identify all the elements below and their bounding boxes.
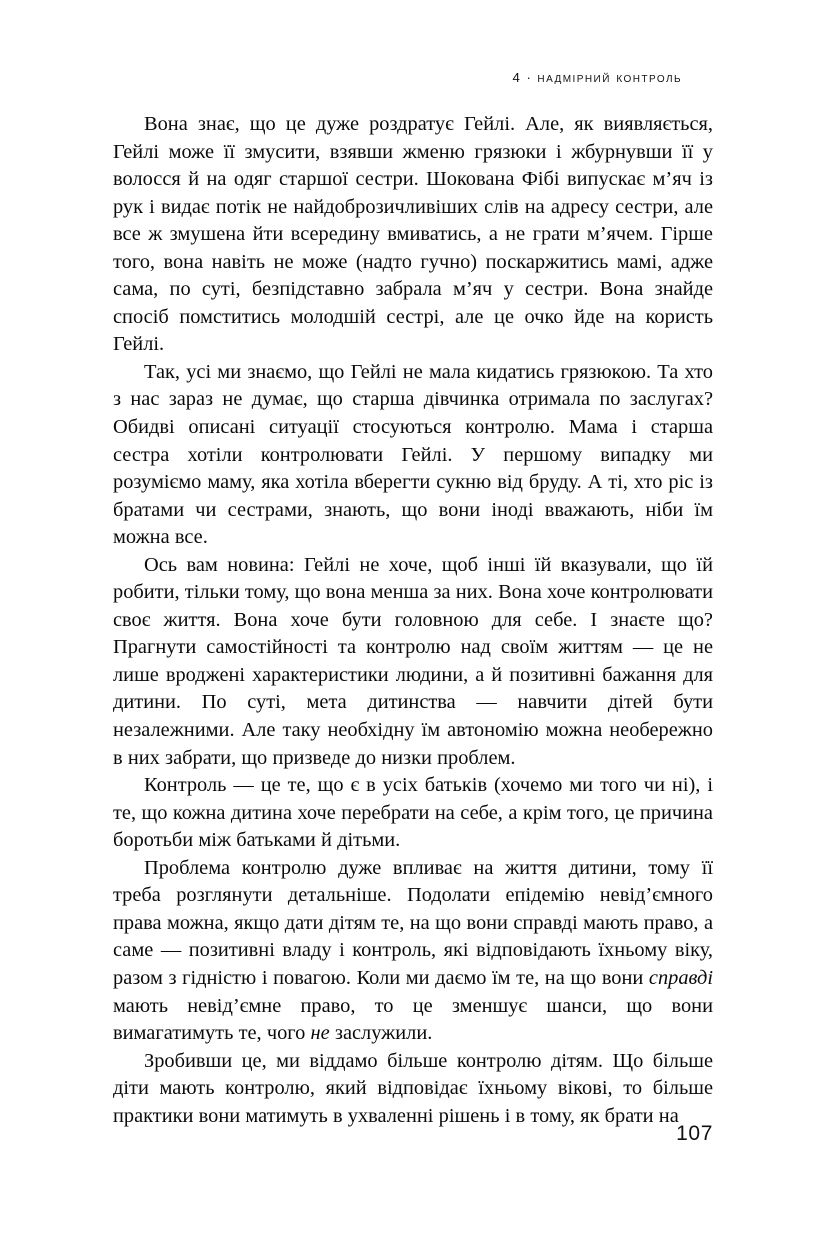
body-text-block (113, 111, 713, 1130)
paragraph: Ось вам новина: Гейлі не хоче, щоб інші їй вказували, що їй робити, тільки тому, що вона менша за них. Вона хоче контролювати своє життя. Вона хоче бути головною для себе. І знаєте що? Прагнути самостійності та контролю над своїм життям — це не лише вроджені характеристики людини, а й позитивні бажання для дитини. По суті, мета дитинства — навчити дітей бути незалежними. Але таку необхідну їм автономію можна необережно в них забрати, що призведе до низки проблем. (113, 553, 713, 769)
emphasis-ne: не (310, 1022, 330, 1045)
paragraph-text-suffix: заслужили. (329, 1022, 433, 1045)
running-head (113, 70, 682, 86)
page-number: 107 (676, 1122, 713, 1145)
paragraph-text-middle: мають невід’ємне право, то це зменшує шанси, що вони вимагатимуть те, чого (113, 994, 713, 1045)
running-head-chapter-number: 4 (512, 70, 522, 85)
paragraph: Контроль — це те, що є в усіх батьків (хочемо ми того чи ні), і те, що кожна дитина хоче перебрати на себе, а крім того, це причина боротьби між батьками й дітьми. (113, 774, 713, 852)
running-head-separator: · (526, 70, 533, 85)
emphasis-spravdi: справді (648, 966, 713, 989)
paragraph-text-prefix: Проблема контролю дуже впливає на життя дитини, тому її треба розглянути детальніше. Подолати епідемію невід’ємного права можна, якщо дати дітям те, на що вони справді мають право, а саме — позитивні владу і контроль, які відповідають їхньому віку, разом з гідністю і повагою. Коли ми даємо їм те, на що вони (113, 856, 713, 989)
running-head-chapter-title: надмірний контроль (537, 70, 682, 86)
paragraph: Так, усі ми знаємо, що Гейлі не мала кидатись грязюкою. Та хто з нас зараз не думає, що старша дівчинка отримала по заслугах? Обидві описані ситуації стосуються контролю. Мама і старша сестра хотіли контролювати Гейлі. У першому випадку ми розуміємо маму, яка хотіла вберегти сукню від бруду. А ті, хто ріс із братами чи сестрами, знають, що вони іноді вважають, ніби їм можна все. (113, 360, 713, 549)
paragraph-with-emphasis (113, 855, 713, 1048)
paragraph: Зробивши це, ми віддамо більше контролю дітям. Що більше діти мають контролю, який відповідає їхньому вікові, то більше практики вони матимуть в ухваленні рішень і в тому, як брати на (113, 1049, 713, 1127)
paragraph: Вона знає, що це дуже роздратує Гейлі. Але, як виявляється, Гейлі може її змусити, взявши жменю грязюки і жбурнувши її у волосся й на одяг старшої сестри. Шокована Фібі випускає м’яч із рук і видає потік не найдоброзичливіших слів на адресу сестри, але все ж змушена йти всередину вмиватись, а не грати м’ячем. Гірше того, вона навіть не може (надто гучно) поскаржитись мамі, адже сама, по суті, безпідставно забрала м’яч у сестри. Вона знайде спосіб помститись молодшій сестрі, але це очко йде на користь Гейлі. (113, 113, 713, 356)
